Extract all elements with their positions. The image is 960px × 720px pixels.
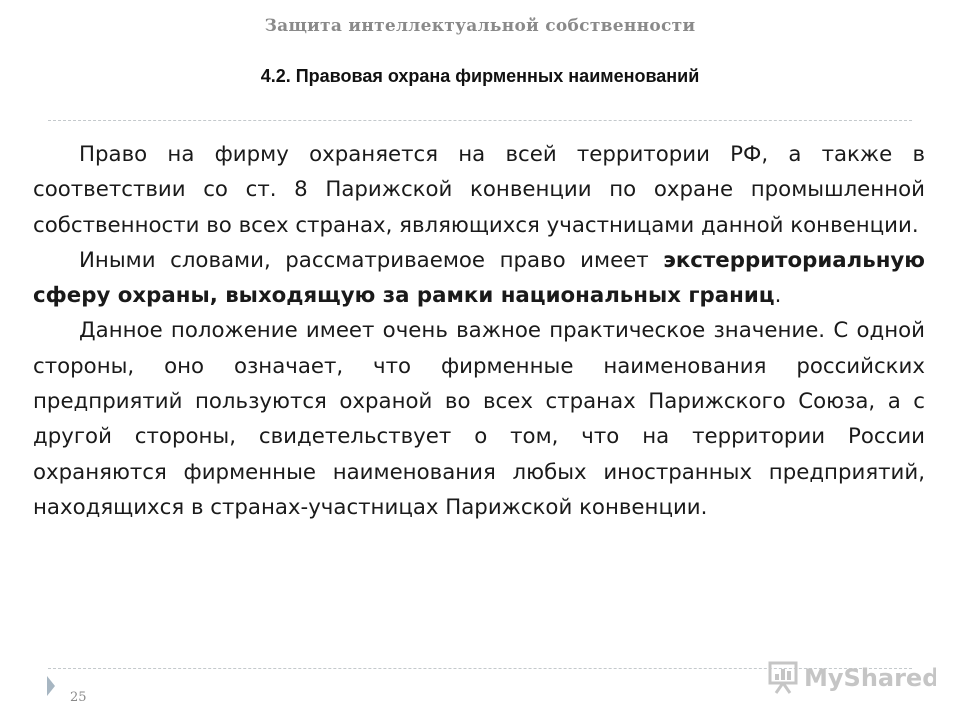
presentation-board-icon [766, 657, 936, 697]
paragraph-2 [33, 243, 925, 314]
header-title: Защита интеллектуальной собственности [264, 16, 696, 36]
section-title: 4.2. Правовая охрана фирменных наименований [260, 66, 700, 86]
page-number: 25 [70, 690, 87, 705]
watermark-logo [766, 657, 936, 697]
paragraph-1: Право на фирму охраняется на всей территории РФ, а также в соответствии со ст. 8 Парижской конвенции по охране промышленной собственности во всех странах, являющихся участницами данной конвенции. [33, 142, 925, 238]
paragraph-3: Данное положение имеет очень важное практическое значение. С одной стороны, оно означает, что фирменные наименования российских предприятий пользуются охраной во всех странах Парижского Союза, а с другой стороны, свидетельствует о том, что на территории России охраняются фирменные наименования любых иностранных предприятий, находящихся в странах-участницах Парижской конвенции. [33, 318, 925, 520]
top-divider [48, 120, 912, 121]
paragraph-2-tail: . [774, 283, 782, 309]
paragraph-2-lead: Иными словами, рассматриваемое право имеет [79, 247, 664, 273]
svg-text:MyShared: MyShared [804, 664, 936, 692]
body-text [33, 137, 925, 525]
paragraph-2-emphasis: экстерриториальную сферу охраны, выходящую за рамки национальных границ [33, 247, 925, 309]
triangle-bullet-icon [46, 675, 56, 701]
